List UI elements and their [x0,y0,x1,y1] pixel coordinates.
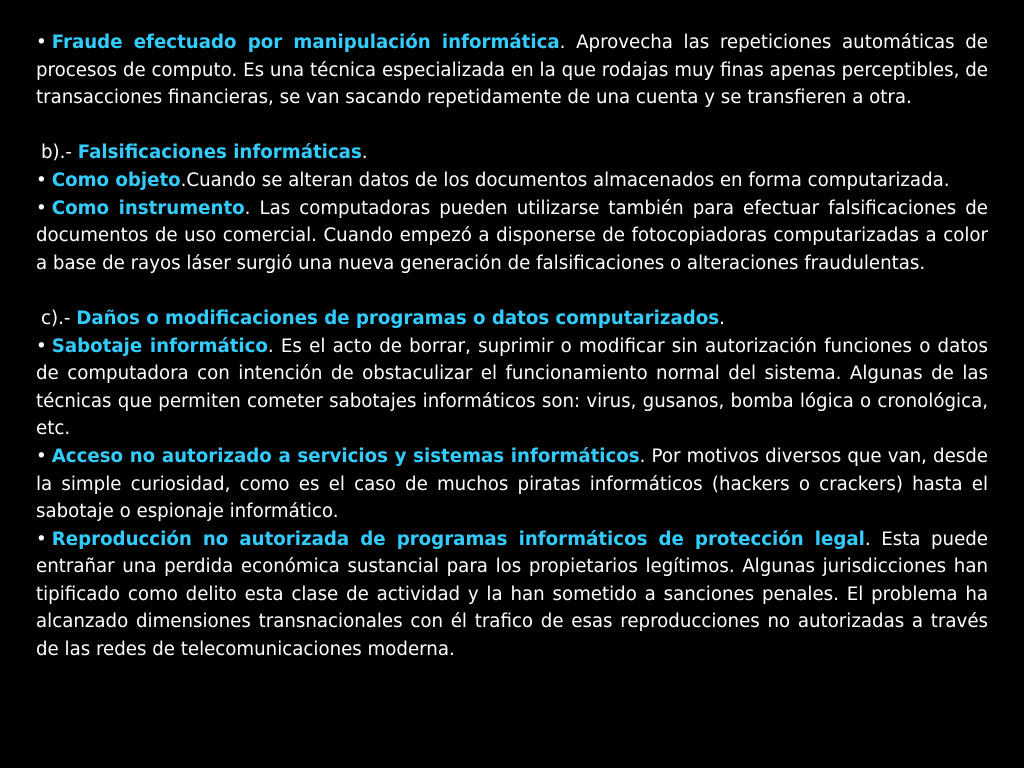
section-keyword-danos: Daños o modificaciones de programas o datos computarizados [76,307,720,329]
text-fraude-manipulacion: . Aprovecha las repeticiones automáticas de procesos de computo. Es una técnica especializada en la que rodajas muy finas apenas perceptibles, de transacciones financieras, se van sacando repetidamente de una cuenta y se transfieren a otra. [36,32,989,109]
section-prefix-c: c).- [41,307,77,329]
bullet-como-instrumento [36,195,988,278]
text-reproduccion: . Esta puede entrañar una perdida económica sustancial para los propietarios legítimos. Algunas jurisdicciones han tipificado como delito esta clase de actividad y la han sometido a sanciones penales. El problema ha alcanzado dimensiones transnacionales con él trafico de esas reproducciones no autorizadas a través de las redes de telecomunicaciones moderna. [36,528,988,661]
section-heading-c [36,305,988,333]
section-suffix-b: . [361,142,368,164]
section-prefix-b: b).- [41,142,78,164]
keyword-como-objeto: Como objeto [51,169,181,191]
text-como-objeto: .Cuando se alteran datos de los documentos almacenados en forma computarizada. [180,169,950,191]
text-como-instrumento: . Las computadoras pueden utilizarse también para efectuar falsificaciones de documentos de uso comercial. Cuando empezó a disponerse de fotocopiadoras computarizadas a color a base de rayos láser surgió una nueva generación de falsificaciones o alteraciones fraudulentas. [36,197,988,274]
text-acceso-no-autorizado: . Por motivos diversos que van, desde la simple curiosidad, como es el caso de muchos piratas informáticos (hackers o crackers) hasta el sabotaje o espionaje informático. [36,445,988,523]
bullet-sabotaje [36,333,988,443]
spacer [36,112,988,140]
bullet-reproduccion [36,526,988,664]
bullet-fraude-manipulacion [36,29,988,112]
keyword-reproduccion: Reproducción no autorizada de programas informáticos de protección legal [51,528,865,550]
keyword-acceso-no-autorizado: Acceso no autorizado a servicios y sistemas informáticos [51,445,640,467]
section-keyword-falsificaciones: Falsificaciones informáticas [77,142,362,164]
bullet-como-objeto [36,167,988,195]
text-sabotaje: . Es el acto de borrar, suprimir o modificar sin autorización funciones o datos de computadora con intención de obstaculizar el funcionamiento normal del sistema. Algunas de las técnicas que permiten cometer sabotajes informáticos son: virus, gusanos, bomba lógica o cronológica, etc. [36,335,988,440]
section-heading-b [36,139,988,167]
keyword-fraude-manipulacion: Fraude efectuado por manipulación informática [51,32,560,53]
section-suffix-c: . [719,307,725,329]
keyword-como-instrumento: Como instrumento [51,197,245,219]
spacer [36,277,988,305]
bullet-acceso-no-autorizado [36,443,988,526]
keyword-sabotaje: Sabotaje informático [51,335,268,357]
